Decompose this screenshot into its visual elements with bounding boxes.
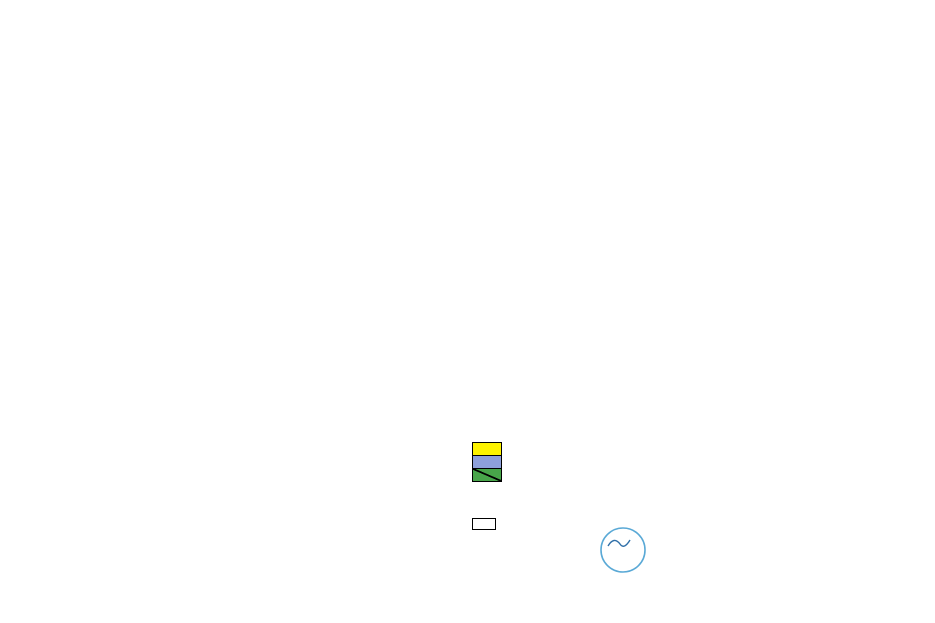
jesuitak-logo: [594, 526, 652, 574]
days-count: [472, 518, 496, 530]
legend-swatch-blue: [472, 455, 502, 469]
legend-swatch-green: [472, 468, 502, 482]
legend-swatch-yellow: [472, 442, 502, 456]
